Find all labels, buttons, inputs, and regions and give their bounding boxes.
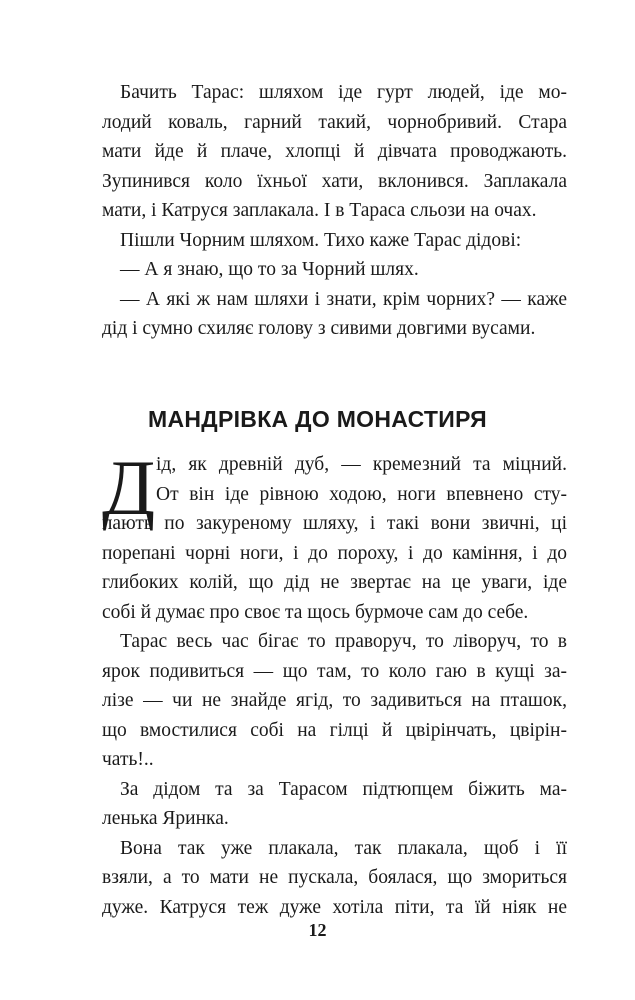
intro-paragraphs xyxy=(102,78,567,344)
text-line: Вона так уже плакала, так плакала, щоб і її xyxy=(120,837,567,859)
text-line: мати, і Катруся заплакала. І в Тараса сльози на очах. xyxy=(102,200,537,221)
text-line: мати йде й плаче, хлопці й дівчата проводжають. xyxy=(102,141,567,162)
text-line: Зупинився коло їхньої хати, вклонився. Заплакала xyxy=(102,170,567,192)
story-paragraphs xyxy=(102,444,567,922)
text-line: дід і сумно схиляє голову з сивими довгими вусами. xyxy=(102,318,536,339)
text-line: пають по закуреному шляху, і такі вони звичні, ці xyxy=(102,513,567,534)
text-line: взяли, а то мати не пускала, боялася, що змориться xyxy=(102,867,567,888)
text-line: чать!.. xyxy=(102,749,154,770)
text-line: ленька Яринка. xyxy=(102,808,229,829)
text-line: За дідом та за Тарасом підтюпцем біжить ма- xyxy=(120,778,567,800)
chapter-heading: МАНДРІВКА ДО МОНАСТИРЯ xyxy=(147,406,488,432)
text-line: ід, як древній дуб, — кремезний та міцний. xyxy=(156,454,567,475)
text-line: дуже. Катруся теж дуже хотіла піти, та їй ніяк не xyxy=(102,896,567,918)
text-line: — А які ж нам шляхи і знати, крім чорних? — каже xyxy=(120,288,567,310)
text-line: ярок подивиться — що там, то коло гаю в кущі за- xyxy=(102,660,567,682)
text-line: собі й думає про своє та щось бурмоче сам до себе. xyxy=(102,601,529,623)
text-line: глибоких колій, що дід не звертає на це уваги, іде xyxy=(102,572,567,593)
text-line: лодий коваль, гарний такий, чорнобривий. Стара xyxy=(102,111,567,133)
drop-cap: Д xyxy=(102,444,156,531)
text-line: — А я знаю, що то за Чорний шлях. xyxy=(120,259,419,280)
text-line: От він іде рівною ходою, ноги впевнено сту- xyxy=(156,483,567,505)
text-line: порепані чорні ноги, і до пороху, і до каміння, і до xyxy=(102,542,567,564)
text-line: Бачить Тарас: шляхом іде гурт людей, іде мо- xyxy=(120,82,567,103)
text-line: Пішли Чорним шляхом. Тихо каже Тарас дідові: xyxy=(120,229,522,251)
text-line: Тарас весь час бігає то праворуч, то ліворуч, то в xyxy=(120,631,567,652)
text-line: що вмостилися собі на гілці й цвірінчать, цвірін- xyxy=(102,719,567,741)
text-line: лізе — чи не знайде ягід, то задивиться на пташок, xyxy=(102,690,567,711)
page-number: 12 xyxy=(308,920,327,940)
